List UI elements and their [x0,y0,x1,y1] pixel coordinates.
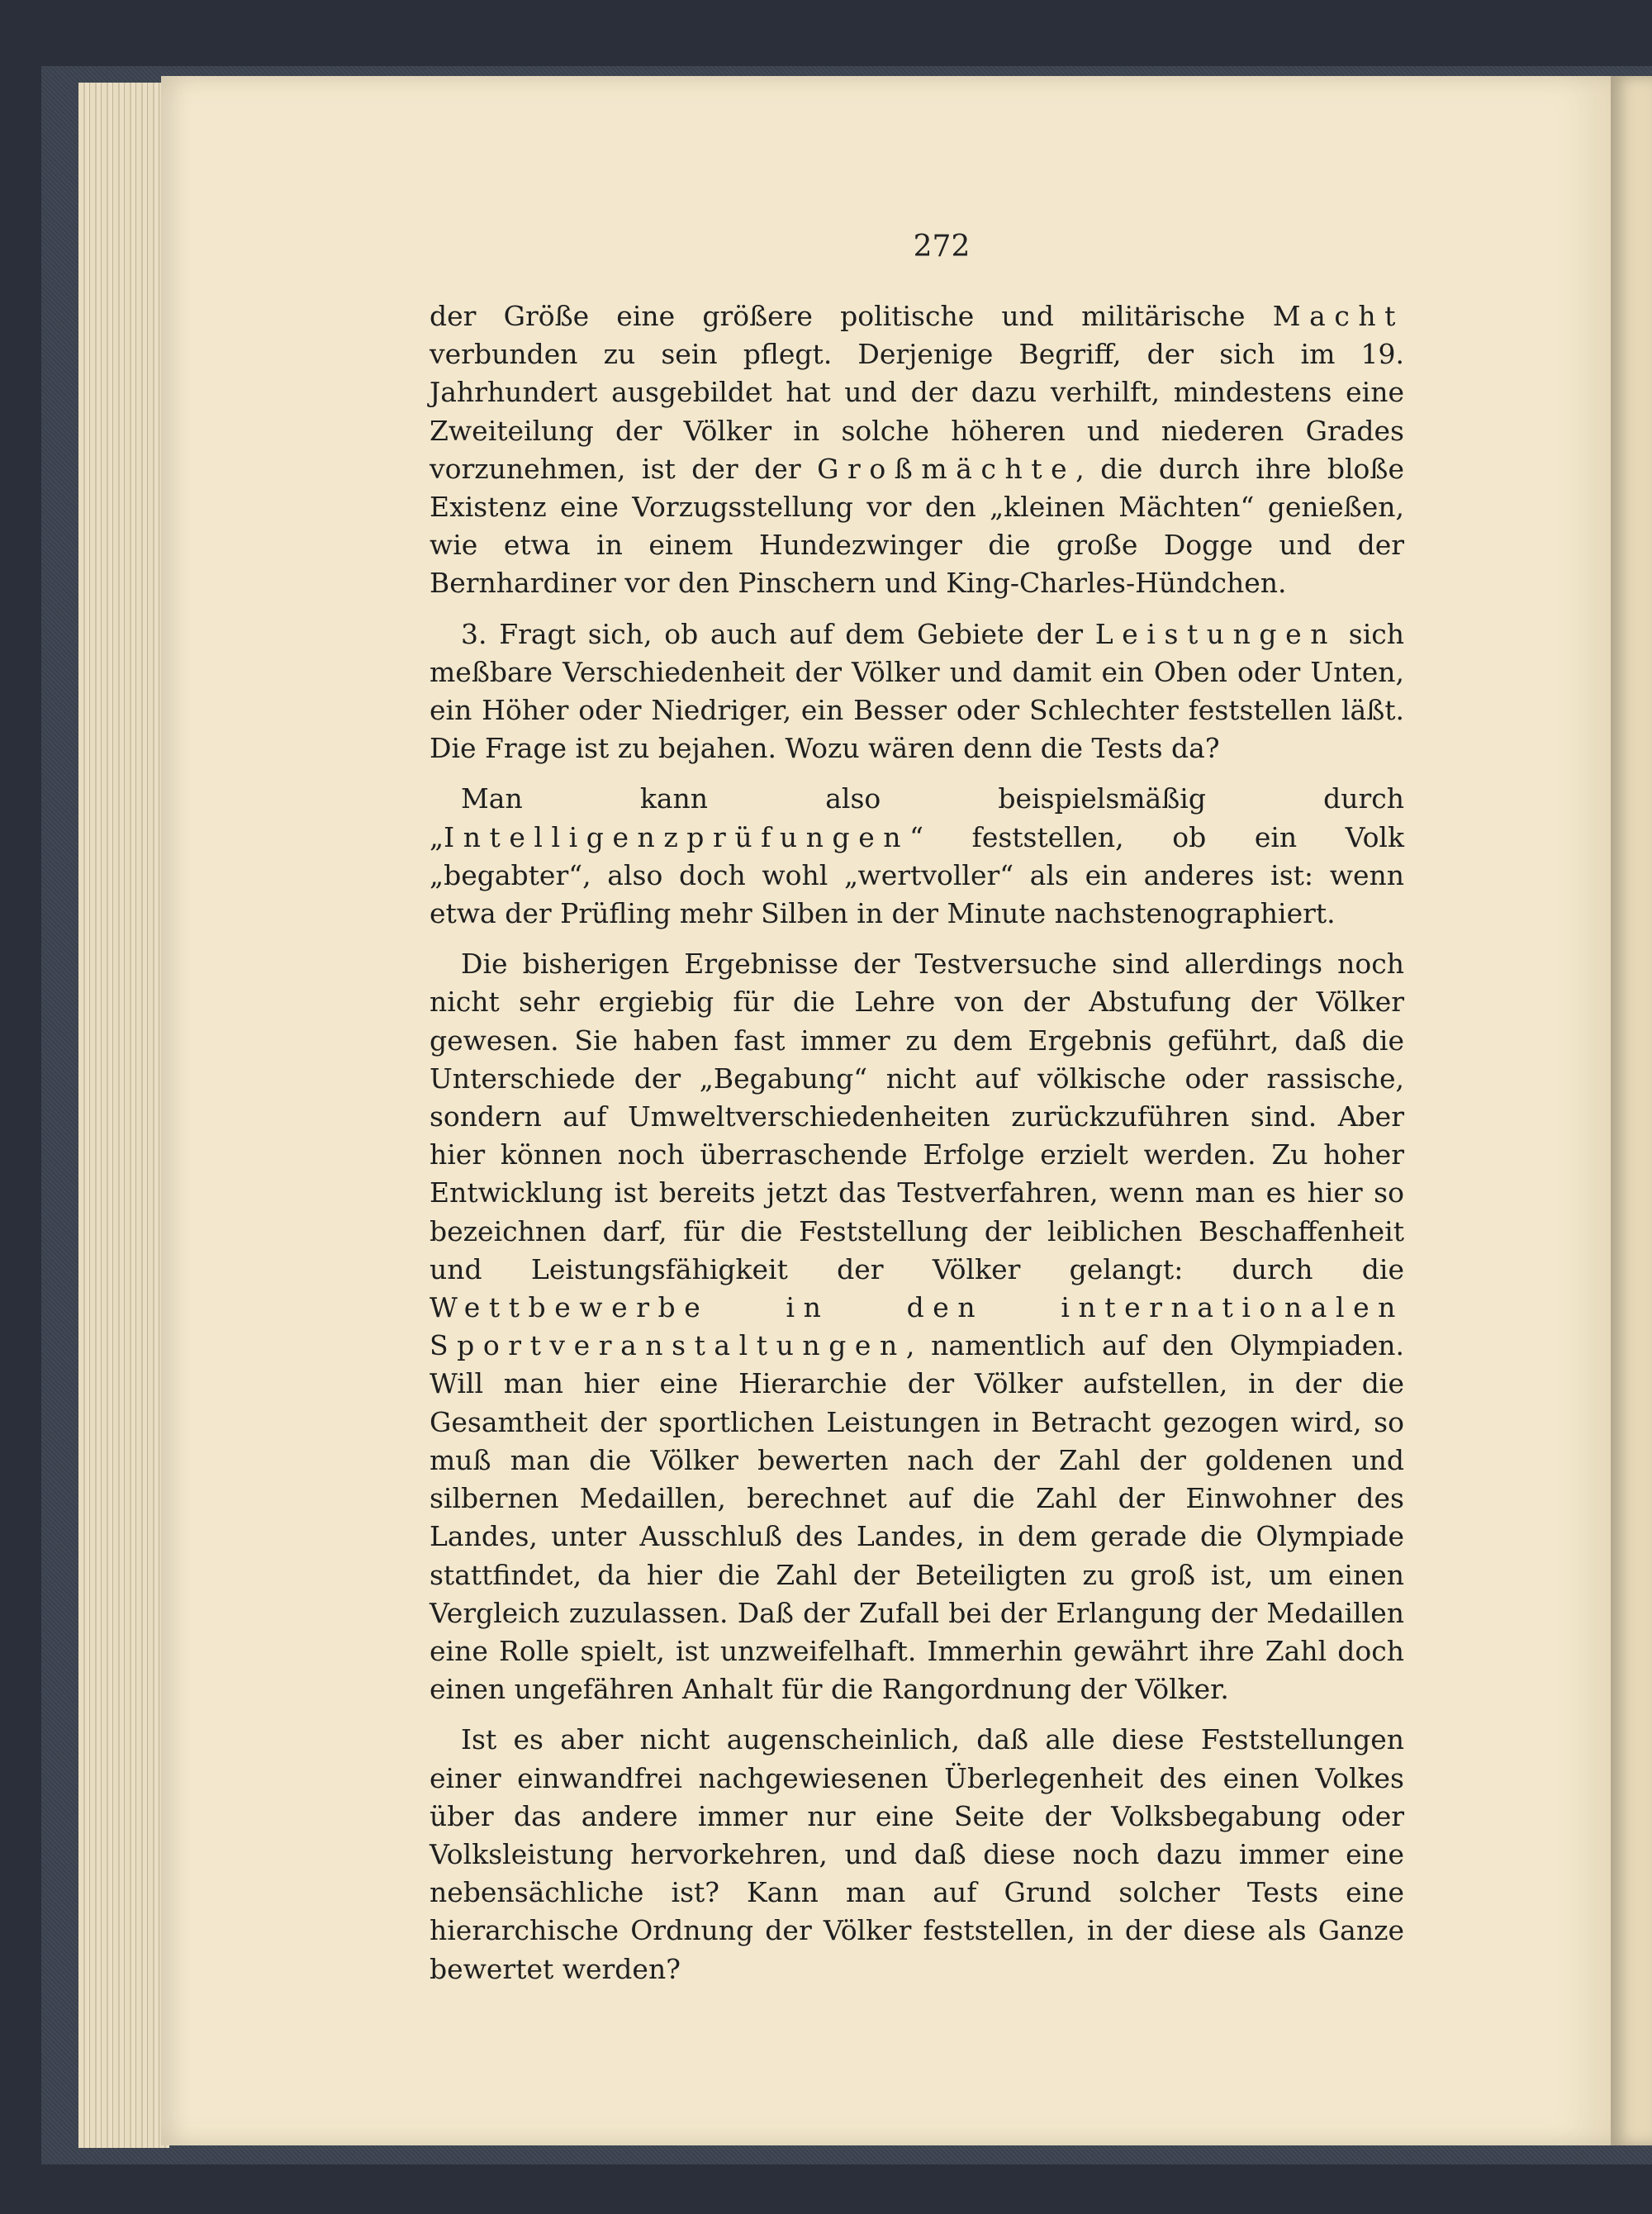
spaced-term-intelligenzpruefungen: Intelligenzprüfungen [444,820,910,853]
page-edges [78,83,169,2148]
text-run: Die bisherigen Ergebnisse der Testversuche sind allerdings noch nicht sehr ergiebig für die Lehre von der Abstufung der Völker gewesen. Sie haben fast immer zu dem Ergebnis geführt, daß die Unterschiede der „Begabung“ nicht auf völkische oder rassische, sondern auf Umweltverschiedenheiten zurückzuführen sind. Aber hier können noch überraschende Erfolge erzielt werden. Zu hoher Entwicklung ist bereits jetzt das Testverfahren, wenn man es hier so bezeichnen darf, für die Feststellung der leiblichen Beschaffenheit und Leistungsfähigkeit der Völker gelangt: durch die [430,948,1404,1285]
text-run: der Größe eine größere politische und militärische [430,300,1273,332]
text-run: 3. Fragt sich, ob auch auf dem Gebiete der [461,617,1095,650]
body-text [430,297,1404,2001]
page-number: 272 [913,230,971,264]
text-run: “ feststellen, ob ein Volk „begabter“, also doch wohl „wertvoller“ als ein anderes ist: wenn etwa der Prüfling mehr Silben in der Minute nachstenographiert. [430,820,1404,930]
text-run: Ist es aber nicht augenscheinlich, daß alle diese Feststellungen einer einwandfrei nachgewiesenen Überlegenheit des einen Volkes über das andere immer nur eine Seite der Volksbegabung oder Volksleistung hervorkehren, und daß diese noch dazu immer eine nebensächliche ist? Kann man auf Grund solcher Tests eine hierarchische Ordnung der Völker feststellen, in der diese als Ganze bewertet werden? [430,1723,1404,1985]
paragraph-3 [430,780,1404,933]
spaced-term-grossmaechte: Großmächte [817,452,1076,485]
spaced-term-wettbewerbe: Wettbewerbe in den internationalen Sportveranstaltungen [430,1291,1404,1362]
spaced-term-leistungen: Leistungen [1094,617,1337,650]
text-run: , namentlich auf den Olympiaden. Will man hier eine Hierarchie der Völker aufstellen, in der die Gesamtheit der sportlichen Leistungen in Betracht gezogen wird, so muß man die Völker bewerten nach der Zahl der goldenen und silbernen Medaillen, berechnet auf die Zahl der Einwohner des Landes, unter Ausschluß des Landes, in dem gerade die Olympiade stattfindet, da hier die Zahl der Beteiligten zu groß ist, um einen Vergleich zuzulassen. Daß der Zufall bei der Erlangung der Medaillen eine Rolle spielt, ist unzweifelhaft. Immerhin gewährt ihre Zahl doch einen ungefähren Anhalt für die Rangordnung der Völker. [430,1329,1404,1706]
facing-page-edge [1611,76,1652,2145]
paragraph-2 [430,615,1404,768]
paragraph-1 [430,297,1404,603]
text-run: sich meßbare Verschiedenheit der Völker und damit ein Oben oder Unten, ein Höher oder Niedriger, ein Besser oder Schlechter feststellen läßt. Die Frage ist zu bejahen. Wozu wären denn die Tests da? [430,617,1404,765]
paragraph-4 [430,945,1404,1708]
text-run: verbunden zu sein pflegt. Derjenige Begriff, der sich im 19. Jahrhundert ausgebildet hat und der dazu verhilft, mindestens eine Zweiteilung der Völker in solche höheren und niederen Grades vorzunehmen, ist der der [430,338,1404,485]
text-run: , die durch ihre bloße Existenz eine Vorzugsstellung vor den „kleinen Mächten“ genießen, wie etwa in einem Hundezwinger die große Dogge und der Bernhardiner vor den Pinschern und King-Charles-Hündchen. [430,452,1405,600]
text-run: Man kann also beispielsmäßig durch „ [430,782,1404,853]
paragraph-5 [430,1721,1404,1988]
spaced-term-macht: Macht [1272,300,1404,332]
